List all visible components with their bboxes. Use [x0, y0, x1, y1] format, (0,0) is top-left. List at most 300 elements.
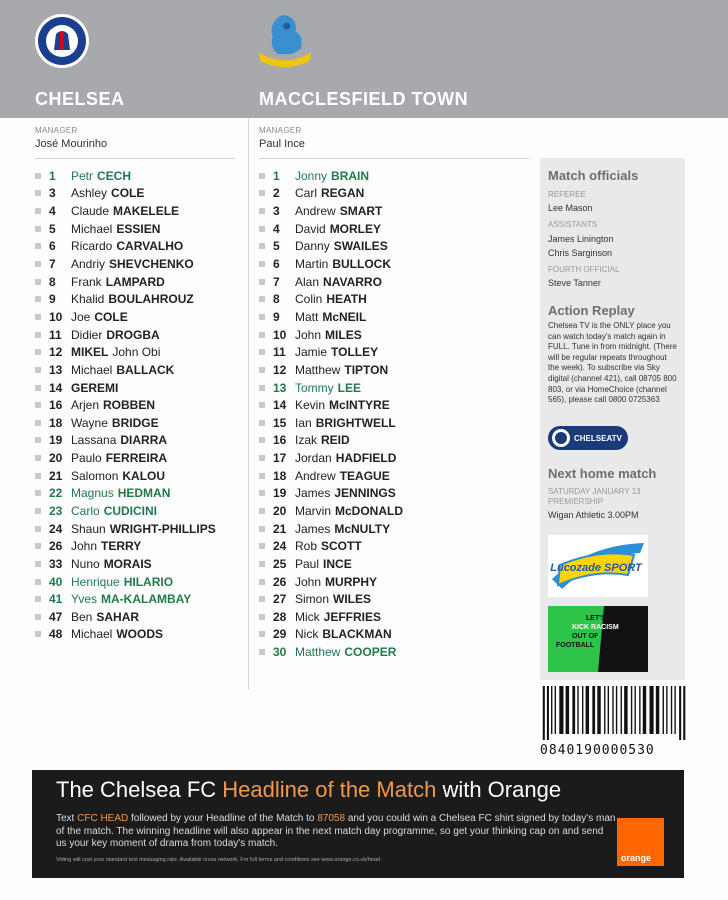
player-number: 23 — [49, 503, 63, 518]
player-row — [259, 379, 403, 397]
player-surname: MILES — [325, 327, 362, 342]
player-number: 15 — [273, 415, 287, 430]
player-number: 14 — [49, 380, 63, 395]
player-row — [259, 608, 403, 626]
player-surname: BALLACK — [116, 362, 175, 377]
barcode-bar — [566, 686, 569, 734]
player-number: 2 — [273, 186, 280, 201]
player-surname: MORLEY — [329, 221, 382, 236]
player-number: 33 — [49, 556, 63, 571]
player-row — [35, 343, 216, 361]
away-team-name: MACCLESFIELD TOWN — [259, 89, 469, 109]
bullet-square-icon — [259, 367, 265, 373]
barcode-bar — [572, 686, 575, 734]
player-first-name: Frank — [71, 274, 102, 289]
barcode-bar — [631, 686, 632, 734]
player-row — [259, 290, 403, 308]
player-first-name: Claude — [71, 204, 110, 219]
banner-body-part: and you could win a Chelsea FC shirt signed by today's man of the match. The winning headline will also appear in the next match day programme, so get your thinking cap on and send us your key moment of drama from today's match. — [56, 813, 616, 849]
bullet-square-icon — [259, 596, 265, 602]
player-surname: DROGBA — [106, 327, 160, 342]
player-number: 11 — [49, 327, 62, 342]
player-row — [259, 432, 403, 450]
player-surname: SAHAR — [96, 609, 140, 624]
player-first-name: Yves — [71, 592, 98, 607]
player-first-name: Marvin — [295, 503, 332, 518]
player-row — [259, 167, 403, 185]
barcode-bar — [559, 686, 563, 734]
player-first-name: Martin — [295, 257, 329, 272]
bullet-square-icon — [35, 420, 41, 426]
bullet-square-icon — [35, 526, 41, 532]
barcode-bar — [612, 686, 613, 734]
bullet-square-icon — [35, 473, 41, 479]
player-number: 40 — [49, 574, 63, 589]
player-first-name: Carlo — [71, 503, 100, 518]
player-first-name: David — [295, 221, 326, 236]
action-replay-heading: Action Replay — [548, 303, 635, 318]
player-surname: BLACKMAN — [322, 627, 392, 642]
bullet-square-icon — [259, 508, 265, 514]
bullet-square-icon — [35, 631, 41, 637]
player-surname: JEFFRIES — [323, 609, 382, 624]
player-surname: FERREIRA — [105, 451, 168, 466]
fourth-official-label: FOURTH OFFICIAL — [548, 265, 620, 274]
bullet-square-icon — [259, 455, 265, 461]
player-first-name: Andriy — [71, 257, 106, 272]
barcode-bar — [582, 686, 583, 734]
player-row — [35, 608, 216, 626]
bullet-square-icon — [35, 279, 41, 285]
player-first-name: Danny — [295, 239, 330, 254]
bullet-square-icon — [35, 385, 41, 391]
player-number: 30 — [273, 645, 287, 660]
next-match-fixture: Wigan Athletic 3.00PM — [548, 510, 639, 520]
lucozade-ad-text: Lucozade SPORT — [550, 562, 642, 574]
player-row — [259, 485, 403, 503]
away-manager-divider — [259, 158, 529, 159]
player-number: 3 — [273, 204, 280, 219]
player-surname: BULLOCK — [332, 257, 392, 272]
barcode-bar — [671, 686, 672, 734]
bullet-square-icon — [35, 561, 41, 567]
player-surname: CUDICINI — [103, 503, 158, 518]
player-number: 13 — [273, 380, 287, 395]
player-first-name: Michael — [71, 362, 113, 377]
player-row — [35, 255, 216, 273]
player-number: 47 — [49, 609, 63, 624]
player-first-name: Jamie — [295, 345, 328, 360]
player-row — [35, 485, 216, 503]
player-first-name: Rob — [295, 539, 318, 554]
player-number: 3 — [49, 186, 56, 201]
player-surname: SWAILES — [333, 239, 388, 254]
player-surname: GEREMI — [71, 380, 119, 395]
player-row — [259, 396, 403, 414]
player-surname: JENNINGS — [334, 486, 396, 501]
player-number: 16 — [49, 398, 63, 413]
player-number: 14 — [273, 398, 287, 413]
player-row — [259, 202, 403, 220]
banner-body-part: followed by your Headline of the Match to — [128, 813, 318, 824]
player-first-name: John — [295, 574, 322, 589]
player-first-name: John — [295, 327, 322, 342]
barcode-bar — [551, 686, 552, 734]
player-first-name: James — [295, 486, 331, 501]
player-surname: TIPTON — [344, 362, 389, 377]
banner-terms: Voting will cost your standard text messaging rate. Available cross network. For full terms and conditions see www.orange.co.uk/head — [56, 857, 380, 863]
player-row — [35, 220, 216, 238]
kick-racism-ad — [548, 606, 648, 672]
player-surname: INCE — [323, 556, 352, 571]
player-row — [35, 432, 216, 450]
player-number: 10 — [273, 327, 287, 342]
player-row — [259, 273, 403, 291]
bullet-square-icon — [35, 455, 41, 461]
player-first-name: Tommy — [295, 380, 334, 395]
player-number: 8 — [273, 292, 280, 307]
banner-body — [56, 813, 616, 851]
barcode-bar — [555, 686, 556, 734]
player-first-name: Lassana — [71, 433, 117, 448]
player-number: 21 — [273, 521, 287, 536]
player-row — [35, 326, 216, 344]
player-first-name: Didier — [71, 327, 103, 342]
player-surname: SMART — [339, 204, 383, 219]
player-row — [35, 290, 216, 308]
bullet-square-icon — [259, 208, 265, 214]
player-first-name: Petr — [71, 168, 94, 183]
bullet-square-icon — [259, 614, 265, 620]
assistant-name: James Linington — [548, 234, 614, 244]
bullet-square-icon — [259, 649, 265, 655]
player-row — [259, 520, 403, 538]
player-number: 18 — [273, 468, 287, 483]
bullet-square-icon — [35, 437, 41, 443]
player-row — [259, 343, 403, 361]
player-surname: McINTYRE — [329, 398, 390, 413]
home-manager-divider — [35, 158, 235, 159]
bullet-square-icon — [35, 296, 41, 302]
player-number: 12 — [273, 362, 287, 377]
player-surname: SCOTT — [321, 539, 362, 554]
player-row — [35, 573, 216, 591]
bullet-square-icon — [259, 385, 265, 391]
player-number: 9 — [273, 309, 280, 324]
player-row — [35, 185, 216, 203]
bullet-square-icon — [259, 226, 265, 232]
barcode-bar — [608, 686, 609, 734]
player-number: 24 — [273, 539, 287, 554]
player-row — [35, 308, 216, 326]
player-row — [35, 467, 216, 485]
player-first-name: Nick — [295, 627, 319, 642]
player-surname: COLE — [94, 309, 128, 324]
barcode-bar — [621, 686, 622, 734]
player-row — [35, 379, 216, 397]
player-surname: HILARIO — [123, 574, 174, 589]
bullet-square-icon — [259, 561, 265, 567]
player-number: 11 — [273, 345, 286, 360]
orange-logo — [617, 818, 664, 866]
chelsea-crest-icon — [34, 10, 90, 72]
racism-ad-line: FOOTBALL — [556, 642, 595, 649]
bullet-square-icon — [35, 508, 41, 514]
player-row — [259, 220, 403, 238]
player-surname: ESSIEN — [116, 221, 161, 236]
player-row — [35, 449, 216, 467]
player-row — [35, 396, 216, 414]
player-first-name: Mick — [295, 609, 320, 624]
assistant-name: Chris Sarginson — [548, 248, 613, 258]
sms-short-code: 87058 — [317, 813, 346, 824]
player-surname: BRIGHTWELL — [315, 415, 396, 430]
player-number: 16 — [273, 433, 287, 448]
barcode-bar — [650, 686, 654, 734]
bullet-square-icon — [35, 208, 41, 214]
bullet-square-icon — [259, 473, 265, 479]
racism-ad-line: LET'S — [586, 615, 606, 622]
player-number: 8 — [49, 274, 56, 289]
bullet-square-icon — [35, 367, 41, 373]
barcode-bar — [679, 686, 681, 740]
player-row — [259, 537, 403, 555]
bullet-square-icon — [259, 490, 265, 496]
player-first-name: Salomon — [71, 468, 119, 483]
player-row — [259, 361, 403, 379]
player-number: 12 — [49, 345, 63, 360]
bullet-square-icon — [35, 490, 41, 496]
player-first-name: Jordan — [295, 451, 332, 466]
player-first-name: Ian — [295, 415, 312, 430]
banner-title-part: with Orange — [436, 777, 562, 802]
player-number: 13 — [49, 362, 63, 377]
bullet-square-icon — [35, 579, 41, 585]
player-surname: COOPER — [344, 645, 397, 660]
player-row — [35, 537, 216, 555]
player-row — [35, 555, 216, 573]
banner-title — [56, 777, 561, 803]
player-number: 4 — [49, 204, 56, 219]
player-number: 26 — [273, 574, 287, 589]
player-surname: BOULAHROUZ — [108, 292, 194, 307]
sms-keyword: CFC HEAD — [77, 813, 129, 824]
barcode-bar — [624, 686, 627, 734]
player-first-name: Wayne — [71, 415, 108, 430]
next-match-competition: PREMIERSHIP — [548, 497, 604, 506]
macclesfield-crest-icon — [257, 10, 313, 72]
player-number: 7 — [49, 257, 56, 272]
barcode-number: 0840190000530 — [540, 743, 655, 758]
barcode-bar — [604, 686, 605, 734]
next-home-match-heading: Next home match — [548, 466, 657, 481]
player-surname: COLE — [111, 186, 145, 201]
racism-ad-line: OUT OF — [572, 633, 599, 640]
player-number: 9 — [49, 292, 56, 307]
player-surname: SHEVCHENKO — [109, 257, 194, 272]
barcode-bar — [643, 686, 646, 734]
bullet-square-icon — [259, 190, 265, 196]
player-first-name: Kevin — [295, 398, 326, 413]
home-team-name: CHELSEA — [35, 89, 125, 109]
barcode-bar — [543, 686, 545, 740]
player-first-name: Alan — [295, 274, 320, 289]
bullet-square-icon — [35, 543, 41, 549]
match-officials-heading: Match officials — [548, 168, 639, 183]
player-surname: McDONALD — [335, 503, 404, 518]
bullet-square-icon — [259, 420, 265, 426]
player-first-name: Ashley — [71, 186, 108, 201]
player-row — [259, 449, 403, 467]
barcode-bar — [634, 686, 635, 734]
bullet-square-icon — [35, 261, 41, 267]
banner-title-part: The Chelsea FC — [56, 777, 223, 802]
player-number: 5 — [273, 239, 280, 254]
player-first-name: Nuno — [71, 556, 100, 571]
player-row — [259, 308, 403, 326]
bullet-square-icon — [259, 631, 265, 637]
racism-ad-line: KICK RACISM — [572, 624, 619, 631]
player-row — [259, 626, 403, 644]
player-row — [35, 202, 216, 220]
player-surname: MORAIS — [103, 556, 152, 571]
player-first-name: Arjen — [71, 398, 100, 413]
barcode-bar — [547, 686, 549, 740]
player-surname: MIKEL — [71, 345, 109, 360]
bullet-square-icon — [259, 314, 265, 320]
player-first-name: Joe — [71, 309, 91, 324]
bullet-square-icon — [35, 173, 41, 179]
bullet-square-icon — [259, 543, 265, 549]
next-match-date: SATURDAY JANUARY 13 — [548, 487, 641, 496]
player-number: 20 — [49, 451, 63, 466]
barcode-bar — [666, 686, 667, 734]
player-first-name: Izak — [295, 433, 318, 448]
banner-title-highlight: Headline of the Match — [222, 777, 437, 802]
bullet-square-icon — [35, 332, 41, 338]
player-first-name: Matthew — [295, 362, 341, 377]
player-given-name: John Obi — [112, 345, 161, 360]
bullet-square-icon — [259, 437, 265, 443]
player-row — [259, 467, 403, 485]
player-surname: CECH — [97, 168, 132, 183]
player-first-name: James — [295, 521, 331, 536]
player-first-name: Matthew — [295, 645, 341, 660]
player-surname: LAMPARD — [105, 274, 165, 289]
away-squad-list — [259, 167, 403, 661]
player-number: 19 — [49, 433, 63, 448]
lucozade-sport-ad — [548, 535, 648, 597]
player-row — [259, 255, 403, 273]
player-first-name: Colin — [295, 292, 323, 307]
player-row — [35, 520, 216, 538]
player-surname: BRAIN — [331, 168, 370, 183]
player-first-name: Henrique — [71, 574, 120, 589]
player-row — [259, 590, 403, 608]
player-row — [35, 626, 216, 644]
player-number: 21 — [49, 468, 63, 483]
player-number: 4 — [273, 221, 280, 236]
player-first-name: Ben — [71, 609, 93, 624]
assistants-label: ASSISTANTS — [548, 220, 598, 229]
bullet-square-icon — [35, 314, 41, 320]
action-replay-text: Chelsea TV is the ONLY place you can watch today's match again in FULL. Tune in from midnight. (There will be regular repeats throughout the week). To subscribe via Sky digital (channel 421), call 08705 800 803, or via HomeChoice (channel 565), please call 0800 0725363 — [548, 321, 677, 405]
player-first-name: Michael — [71, 627, 113, 642]
player-surname: TOLLEY — [331, 345, 379, 360]
bullet-square-icon — [259, 526, 265, 532]
player-surname: MAKELELE — [113, 204, 180, 219]
bullet-square-icon — [259, 402, 265, 408]
bullet-square-icon — [35, 190, 41, 196]
player-first-name: Magnus — [71, 486, 114, 501]
player-row — [35, 167, 216, 185]
player-row — [259, 555, 403, 573]
player-row — [35, 238, 216, 256]
player-first-name: Jonny — [295, 168, 328, 183]
home-manager-name: José Mourinho — [35, 138, 108, 150]
bullet-square-icon — [259, 279, 265, 285]
player-number: 7 — [273, 274, 280, 289]
fourth-official-name: Steve Tanner — [548, 278, 601, 288]
bullet-square-icon — [35, 614, 41, 620]
player-first-name: Paulo — [71, 451, 102, 466]
player-surname: WOODS — [116, 627, 164, 642]
away-manager-name: Paul Ince — [259, 138, 305, 150]
player-number: 28 — [273, 609, 287, 624]
player-number: 17 — [273, 451, 287, 466]
home-manager-label: MANAGER — [35, 126, 78, 135]
bullet-square-icon — [35, 349, 41, 355]
player-row — [259, 238, 403, 256]
referee-label: REFEREE — [548, 190, 586, 199]
barcode-bar — [674, 686, 675, 734]
player-number: 48 — [49, 627, 63, 642]
player-number: 18 — [49, 415, 63, 430]
barcode-bar — [577, 686, 578, 734]
column-divider — [248, 118, 249, 690]
player-surname: TERRY — [101, 539, 142, 554]
player-number: 6 — [49, 239, 56, 254]
chelsea-tv-logo — [548, 426, 628, 450]
player-surname: ROBBEN — [103, 398, 156, 413]
player-first-name: Carl — [295, 186, 318, 201]
chelsea-tv-logo-text: CHELSEATV — [574, 433, 622, 443]
player-first-name: Simon — [295, 592, 330, 607]
bullet-square-icon — [259, 243, 265, 249]
player-number: 6 — [273, 257, 280, 272]
player-row — [35, 590, 216, 608]
player-surname: KALOU — [122, 468, 166, 483]
bullet-square-icon — [259, 261, 265, 267]
bullet-square-icon — [259, 349, 265, 355]
barcode-bar — [663, 686, 664, 734]
barcode-bar — [639, 686, 640, 734]
player-first-name: Shaun — [71, 521, 106, 536]
player-first-name: Ricardo — [71, 239, 113, 254]
player-surname: McNULTY — [334, 521, 391, 536]
orange-logo-text: orange — [621, 853, 652, 863]
player-row — [35, 361, 216, 379]
bullet-square-icon — [35, 596, 41, 602]
bullet-square-icon — [35, 226, 41, 232]
player-surname: HADFIELD — [335, 451, 397, 466]
player-surname: HEDMAN — [117, 486, 171, 501]
player-surname: HEATH — [326, 292, 367, 307]
player-first-name: Andrew — [295, 468, 336, 483]
player-surname: REID — [321, 433, 350, 448]
barcode-bar — [683, 686, 685, 740]
player-row — [35, 502, 216, 520]
